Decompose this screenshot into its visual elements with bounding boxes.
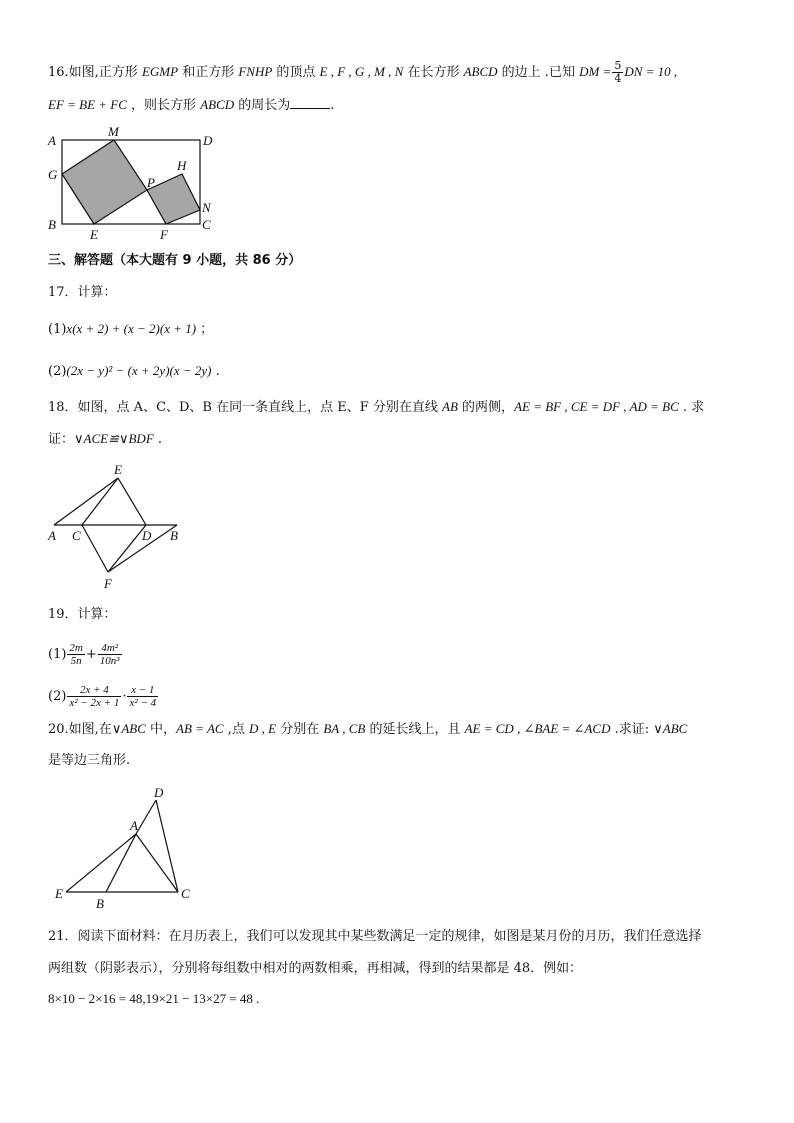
- q17-part1: (1)x(x + 2) + (x − 2)(x + 1) ；: [48, 321, 214, 337]
- q20-line2: 是等边三角形.: [48, 753, 131, 768]
- q16-square2: FNHP: [238, 64, 273, 79]
- q18-line2: 证：∨ACE≌∨BDF .: [48, 431, 163, 447]
- segment-dc: [156, 800, 178, 892]
- segment-eb-a: [66, 834, 136, 892]
- label-B: B: [170, 528, 178, 543]
- q17-expression2: (2x − y)² − (x + 2y)(x − 2y): [66, 363, 212, 378]
- label-C: C: [202, 217, 211, 232]
- q18-line1: 18．如图，点 A、C、D、B 在同一条直线上，点 E、F 分别在直线 AB 的两侧，AE = BF , CE = DF , AD = BC . 求: [48, 399, 705, 415]
- q16-prefix: 16.如图,正方形: [48, 65, 142, 80]
- label-B: B: [96, 896, 104, 911]
- label-A: A: [48, 133, 56, 148]
- section-3-title: 三、解答题（本大题有 9 小题，共 86 分）: [48, 253, 302, 268]
- q16-text: 的周长为: [234, 98, 291, 113]
- label-C: C: [72, 528, 81, 543]
- q19-fraction3: $\frac{2x + 4}{\text{x² − 2x + 1}}$: [69, 684, 120, 709]
- label-E: E: [114, 462, 122, 477]
- label-F: F: [104, 576, 112, 591]
- segment-ba: [106, 834, 136, 892]
- segment-df: [108, 525, 146, 572]
- q16-dn-equation: DN = 10 ,: [624, 64, 678, 79]
- label-C: C: [181, 886, 190, 901]
- answer-blank: [290, 96, 330, 109]
- q16-rectangle: ABCD: [463, 64, 498, 79]
- figure-16: [44, 124, 224, 242]
- q16-text: 和正方形: [178, 65, 239, 80]
- q16-line2: [48, 96, 334, 115]
- q19-fraction2: $\frac{\text{4m²}}{\text{10n³}}$: [99, 642, 120, 667]
- label-A: A: [130, 818, 138, 833]
- q16-period: .: [330, 98, 335, 113]
- q16-text: 的顶点: [272, 65, 320, 80]
- label-E: E: [55, 886, 63, 901]
- label-A: A: [48, 528, 56, 543]
- q19-fraction4: $\frac{x - 1}{\text{x² − 4}}$: [129, 684, 157, 709]
- q16-rectangle: ABCD: [200, 97, 235, 112]
- q17-part2: (2)(2x − y)² − (x + 2y)(x − 2y) .: [48, 363, 220, 379]
- q19-heading: 19．计算：: [48, 607, 117, 622]
- q16-text: 在长方形: [403, 65, 464, 80]
- q16-fraction: $\frac{5}{4}$: [614, 59, 622, 85]
- square-egmp: [62, 140, 147, 224]
- q20-conditions: AE = CD , ∠BAE = ∠ACD: [464, 721, 611, 736]
- q20-line1: 20.如图,在∨ABC 中，AB = AC ,点 D , E 分别在 BA , CB 的延长线上，且 AE = CD , ∠BAE = ∠ACD .求证: ∨ABC: [48, 721, 688, 737]
- q16-ef-equation: EF = BE + FC: [48, 97, 127, 112]
- label-M: M: [108, 124, 119, 139]
- label-B: B: [48, 217, 56, 232]
- figure-18: [44, 460, 194, 592]
- q16-line1: [48, 60, 677, 85]
- q17-expression1: x(x + 2) + (x − 2)(x + 1): [66, 321, 197, 336]
- q17-heading: 17．计算：: [48, 285, 117, 300]
- label-F: F: [160, 227, 168, 242]
- label-G: G: [48, 167, 58, 182]
- segment-ac: [136, 834, 178, 892]
- q16-text: ，则长方形: [126, 98, 201, 113]
- q21-line2: 两组数（阴影表示），分别将每组数中相对的两数相乘，再相减，得到的结果都是 48．例如：: [48, 961, 583, 976]
- q16-square1: EGMP: [141, 64, 179, 79]
- segment-cf: [82, 525, 108, 572]
- label-D: D: [203, 133, 213, 148]
- q16-dm: DM =: [579, 64, 612, 79]
- q18-conditions: AE = BF , CE = DF , AD = BC: [514, 399, 679, 414]
- q16-text: 的边上 .已知: [497, 65, 580, 80]
- figure-20: [50, 782, 200, 912]
- q19-part1: (1) $\frac{2m}{5n}$ + $\frac{\text{4m²}}{\text{10n³}}$: [48, 642, 120, 667]
- q19-fraction1: $\frac{2m}{5n}$: [69, 642, 83, 667]
- label-H: H: [177, 158, 187, 173]
- segment-ed: [118, 478, 146, 525]
- q18-congruence: ∨ACE≌∨BDF: [74, 431, 154, 446]
- label-P: P: [147, 175, 155, 190]
- segment-ad: [136, 800, 156, 834]
- q19-part2: (2) $\frac{2x + 4}{\text{x² − 2x + 1}}$ · $\frac{x - 1}{\text{x² − 4}}$: [48, 684, 157, 709]
- segment-ae: [54, 478, 118, 525]
- q21-line3: 8×10 − 2×16 = 48,19×21 − 13×27 = 48 .: [48, 991, 260, 1006]
- label-E: E: [90, 227, 98, 242]
- label-N: N: [202, 200, 211, 215]
- q21-line1: 21．阅读下面材料：在月历表上，我们可以发现其中某些数满足一定的规律，如图是某月份的月历，我们任意选择: [48, 929, 702, 944]
- label-D: D: [154, 785, 164, 800]
- q16-vertices: E , F , G , M , N: [319, 64, 404, 79]
- segment-ce: [82, 478, 118, 525]
- label-D: D: [142, 528, 152, 543]
